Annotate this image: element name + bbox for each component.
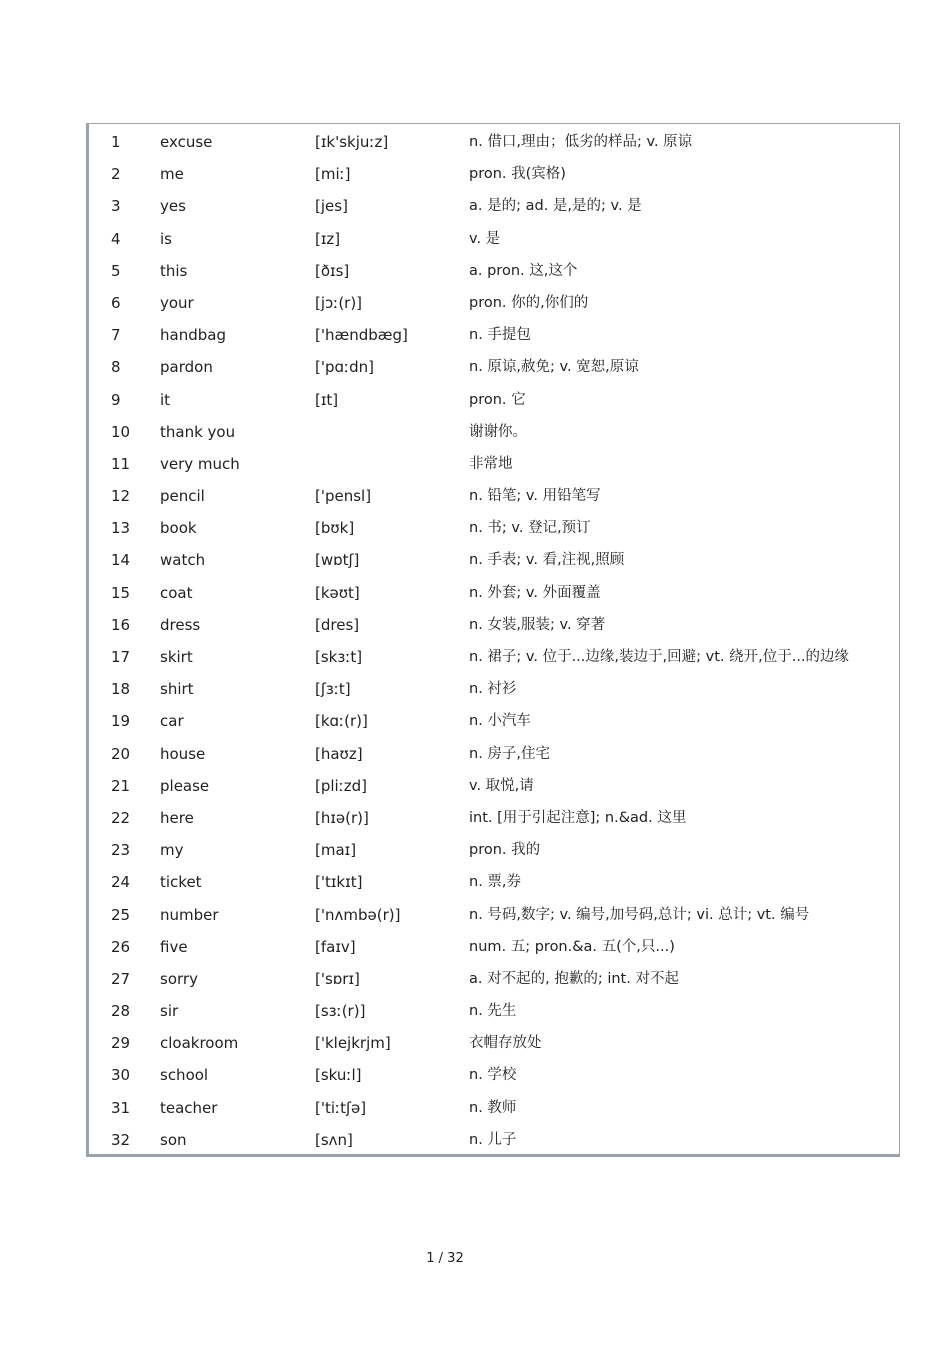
vocab-row: [89, 351, 899, 383]
vocab-row: [89, 577, 899, 609]
entry-number: 29: [111, 1034, 131, 1053]
entry-word: very much: [160, 454, 240, 473]
entry-number: 28: [111, 1002, 131, 1021]
entry-definition: n. 手提包: [469, 327, 531, 344]
vocab-row: [89, 834, 899, 866]
entry-phonetic: ['tiːtʃə]: [315, 1098, 367, 1117]
entry-word: skirt: [160, 648, 193, 666]
entry-word: here: [160, 808, 194, 827]
entry-phonetic: [ʃɜːt]: [315, 680, 351, 699]
entry-definition: 非常地: [469, 455, 513, 472]
entry-definition: n. 原谅,赦免; v. 宽恕,原谅: [469, 359, 639, 376]
vocab-row: [89, 609, 899, 641]
entry-number: 11: [111, 454, 131, 473]
entry-number: 20: [111, 744, 131, 763]
entry-number: 23: [111, 841, 131, 860]
entry-definition: a. pron. 这,这个: [469, 262, 578, 279]
entry-phonetic: ['hændbæg]: [315, 326, 408, 345]
entry-definition: n. 学校: [469, 1067, 517, 1084]
vocab-row: [89, 641, 899, 673]
entry-definition: pron. 它: [469, 391, 526, 408]
vocab-row: [89, 963, 899, 995]
entry-phonetic: [sʌn]: [315, 1130, 353, 1149]
vocab-row: [89, 995, 899, 1027]
vocabulary-table: [86, 123, 900, 1157]
entry-definition: n. 先生: [469, 1003, 517, 1020]
entry-number: 30: [111, 1066, 131, 1085]
vocab-row: [89, 705, 899, 737]
entry-number: 6: [111, 293, 121, 312]
entry-word: teacher: [160, 1098, 218, 1117]
vocab-row: [89, 512, 899, 544]
entry-definition: v. 取悦,请: [469, 777, 534, 794]
entry-phonetic: [jɔː(r)]: [315, 293, 363, 312]
entry-phonetic: [hɪə(r)]: [315, 808, 369, 827]
entry-definition: n. 房子,住宅: [469, 745, 551, 762]
entry-phonetic: [ɪk'skjuːz]: [315, 133, 389, 151]
entry-definition: n. 教师: [469, 1099, 517, 1116]
entry-definition: n. 小汽车: [469, 713, 531, 730]
entry-phonetic: [pliːzd]: [315, 776, 368, 795]
vocab-row: [89, 1059, 899, 1091]
entry-number: 27: [111, 969, 131, 988]
entry-definition: n. 借口,理由；低劣的样品; v. 原谅: [469, 134, 693, 150]
entry-word: me: [160, 165, 184, 184]
entry-number: 32: [111, 1130, 131, 1149]
entry-word: dress: [160, 615, 201, 634]
page-number: 1 / 32: [426, 1251, 464, 1266]
entry-number: 8: [111, 358, 121, 377]
vocab-row: [89, 448, 899, 480]
entry-definition: 衣帽存放处: [469, 1035, 542, 1052]
entry-definition: n. 儿子: [469, 1131, 517, 1148]
vocab-row: [89, 931, 899, 963]
entry-word: pencil: [160, 487, 205, 506]
entry-definition: int. [用于引起注意]; n.&ad. 这里: [469, 809, 687, 826]
vocabulary-rows: [89, 126, 899, 1156]
entry-phonetic: ['sɒrɪ]: [315, 969, 360, 988]
entry-number: 13: [111, 519, 131, 538]
vocab-row: [89, 802, 899, 834]
entry-number: 4: [111, 229, 121, 248]
vocab-row: [89, 480, 899, 512]
vocab-row: [89, 319, 899, 351]
entry-word: five: [160, 937, 188, 956]
entry-definition: pron. 我(宾格): [469, 166, 566, 183]
entry-word: number: [160, 905, 219, 924]
entry-phonetic: [haʊz]: [315, 744, 363, 763]
entry-word: handbag: [160, 326, 226, 345]
entry-phonetic: [ðɪs]: [315, 261, 350, 280]
entry-number: 18: [111, 680, 131, 699]
entry-phonetic: [wɒtʃ]: [315, 551, 360, 570]
entry-word: coat: [160, 583, 193, 602]
entry-definition: n. 女装,服装; v. 穿著: [469, 616, 606, 633]
entry-word: is: [160, 229, 172, 248]
entry-definition: n. 手表; v. 看,注视,照顾: [469, 552, 625, 569]
entry-word: house: [160, 744, 206, 763]
entry-word: my: [160, 841, 184, 860]
vocab-row: [89, 1092, 899, 1124]
entry-phonetic: [sɜː(r)]: [315, 1002, 366, 1021]
entry-number: 31: [111, 1098, 131, 1117]
entry-word: yes: [160, 197, 186, 216]
entry-word: sorry: [160, 969, 198, 988]
vocab-row: [89, 673, 899, 705]
vocab-row: [89, 255, 899, 287]
entry-word: this: [160, 261, 188, 280]
entry-word: son: [160, 1130, 187, 1149]
entry-number: 14: [111, 551, 131, 570]
entry-number: 9: [111, 390, 121, 409]
entry-word: book: [160, 519, 197, 538]
entry-word: car: [160, 712, 184, 731]
vocab-row: [89, 899, 899, 931]
entry-definition: pron. 你的,你们的: [469, 294, 589, 311]
vocab-row: [89, 738, 899, 770]
entry-number: 25: [111, 905, 131, 924]
vocab-row: [89, 770, 899, 802]
entry-phonetic: ['pɑːdn]: [315, 358, 374, 377]
entry-number: 16: [111, 615, 131, 634]
entry-word: school: [160, 1066, 209, 1085]
vocab-row: [89, 223, 899, 255]
entry-phonetic: ['klejkrjm]: [315, 1034, 391, 1053]
vocab-row: [89, 384, 899, 416]
entry-definition: num. 五; pron.&a. 五(个,只...): [469, 938, 675, 955]
entry-definition: pron. 我的: [469, 842, 541, 859]
entry-number: 10: [111, 422, 131, 441]
entry-phonetic: [jes]: [315, 197, 348, 216]
entry-number: 22: [111, 808, 131, 827]
entry-word: thank you: [160, 422, 236, 441]
entry-definition: n. 裙子; v. 位于...边缘,装边于,回避; vt. 绕开,位于...的边缘: [469, 649, 850, 665]
vocab-row: [89, 866, 899, 898]
vocab-row: [89, 1124, 899, 1156]
entry-number: 19: [111, 712, 131, 731]
entry-definition: n. 票,券: [469, 874, 522, 891]
entry-word: cloakroom: [160, 1034, 239, 1053]
entry-phonetic: [ɪt]: [315, 390, 339, 409]
entry-number: 5: [111, 261, 121, 280]
entry-phonetic: [skuːl]: [315, 1066, 362, 1085]
entry-number: 15: [111, 583, 131, 602]
entry-word: it: [160, 390, 171, 409]
entry-definition: n. 铅笔; v. 用铅笔写: [469, 488, 601, 505]
entry-word: sir: [160, 1002, 179, 1021]
entry-word: your: [160, 293, 194, 312]
entry-definition: v. 是: [469, 230, 501, 247]
vocab-row: [89, 126, 899, 158]
entry-phonetic: ['tɪkɪt]: [315, 873, 363, 892]
entry-word: excuse: [160, 133, 213, 151]
entry-phonetic: ['pensl]: [315, 487, 372, 506]
entry-number: 17: [111, 648, 131, 666]
vocab-row: [89, 416, 899, 448]
entry-phonetic: [kɑː(r)]: [315, 712, 368, 731]
entry-word: please: [160, 776, 210, 795]
vocab-row: [89, 287, 899, 319]
entry-number: 26: [111, 937, 131, 956]
entry-phonetic: [faɪv]: [315, 937, 356, 956]
entry-number: 2: [111, 165, 121, 184]
entry-phonetic: ['nʌmbə(r)]: [315, 905, 401, 924]
entry-definition: 谢谢你。: [469, 423, 527, 440]
entry-definition: a. 对不起的, 抱歉的; int. 对不起: [469, 970, 679, 987]
entry-word: pardon: [160, 358, 213, 377]
vocab-row: [89, 1027, 899, 1059]
entry-number: 21: [111, 776, 131, 795]
entry-phonetic: [miː]: [315, 165, 351, 184]
entry-number: 3: [111, 197, 121, 216]
entry-word: watch: [160, 551, 206, 570]
entry-word: ticket: [160, 873, 202, 892]
entry-phonetic: [maɪ]: [315, 841, 357, 860]
entry-definition: n. 书; v. 登记,预订: [469, 520, 591, 537]
entry-number: 12: [111, 487, 131, 506]
entry-word: shirt: [160, 680, 194, 699]
entry-phonetic: [dres]: [315, 615, 360, 634]
entry-phonetic: [bʊk]: [315, 519, 355, 538]
vocab-row: [89, 544, 899, 576]
entry-number: 7: [111, 326, 121, 345]
entry-number: 24: [111, 873, 131, 892]
entry-definition: n. 号码,数字; v. 编号,加号码,总计; vi. 总计; vt. 编号: [469, 906, 810, 923]
entry-definition: n. 衬衫: [469, 681, 517, 698]
vocab-row: [89, 190, 899, 222]
entry-definition: a. 是的; ad. 是,是的; v. 是: [469, 198, 642, 215]
entry-phonetic: [skɜːt]: [315, 648, 363, 666]
entry-phonetic: [ɪz]: [315, 229, 341, 248]
entry-phonetic: [kəʊt]: [315, 583, 360, 602]
entry-number: 1: [111, 133, 121, 151]
vocab-row: [89, 158, 899, 190]
entry-definition: n. 外套; v. 外面覆盖: [469, 584, 601, 601]
